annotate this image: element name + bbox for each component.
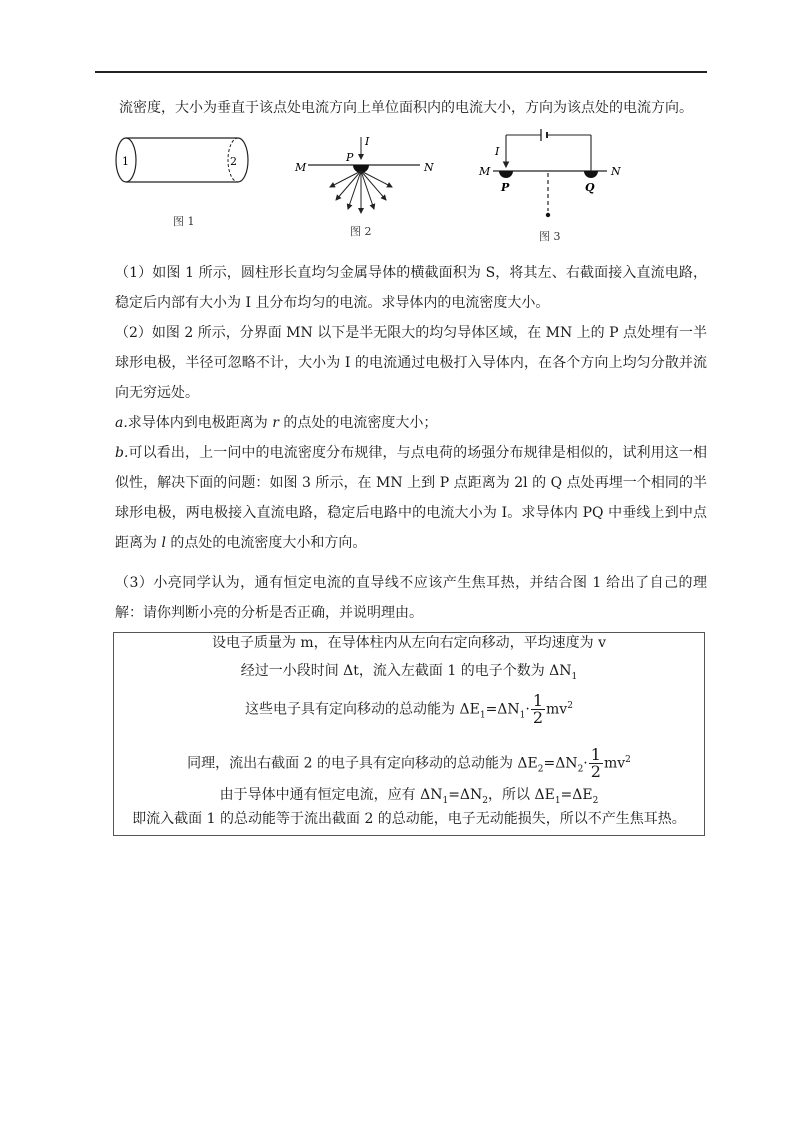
line4-text-b: =ΔN (543, 755, 578, 772)
fig3-label-P: P (501, 181, 510, 194)
line5-text-b: =ΔN (448, 787, 483, 803)
q2b-var: l (161, 535, 166, 551)
line3-sup: 2 (567, 700, 573, 711)
figure-1 (110, 125, 250, 229)
fig3-label-I: I (495, 145, 500, 158)
analysis-line-5 (114, 785, 704, 811)
line3-dot: · (525, 701, 530, 718)
line3-text-c: mv (546, 701, 568, 718)
question-2a (115, 408, 707, 438)
line5-sub2: 2 (482, 795, 489, 806)
intro-text: 流密度，大小为垂直于该点处电流方向上单位面积内的电流大小，方向为该点处的电流方向。 (119, 100, 693, 116)
line3-sub2: 1 (519, 710, 526, 721)
question-1: （1）如图 1 所示，圆柱形长直均匀金属导体的横截面积为 S，将其左、右截面接入直流电路，稳定后内部有大小为 I 且分布均匀的电流。求导体内的电流密度大小。 (115, 265, 707, 311)
line3-text-a: 这些电子具有定向移动的总动能为 ΔE (245, 701, 480, 718)
line5-sub1: 1 (442, 795, 449, 806)
analysis-line-4 (114, 747, 704, 780)
question-3: （3）小亮同学认为，通有恒定电流的直导线不应该产生焦耳热，并结合图 1 给出了自己的理解：请你判断小亮的分析是否正确，并说明理由。 (115, 575, 707, 621)
q2a-prefix: a. (115, 415, 128, 431)
line5-text-a: 由于导体中通有恒定电流，应有 ΔN (219, 787, 443, 803)
line4-sub1: 2 (537, 764, 544, 775)
circuit-diagram (475, 125, 625, 230)
line2-sub: 1 (571, 671, 578, 682)
fig1-label-right: 2 (230, 155, 237, 168)
fig2-label-N: N (424, 161, 434, 174)
fig1-label-left: 1 (122, 155, 129, 168)
fig3-caption: 图 3 (539, 230, 561, 243)
top-rule (95, 71, 707, 73)
cylinder-diagram (110, 125, 250, 225)
figure-3 (475, 125, 625, 243)
analysis-line-2 (114, 661, 704, 687)
line3-frac-den: 2 (532, 708, 544, 727)
line4-dot: · (583, 755, 588, 772)
fig2-label-I: I (365, 135, 370, 148)
line4-text-c: mv (603, 755, 626, 772)
q2a-text2: 的点处的电流密度大小； (278, 415, 438, 431)
line5-text-d: =ΔE (560, 787, 593, 803)
figure-2 (290, 125, 440, 238)
fig2-label-M: M (295, 161, 307, 174)
electrode-diagram (290, 125, 440, 225)
question-2b (115, 438, 707, 558)
fig3-label-Q: Q (585, 181, 595, 194)
fig2-caption: 图 2 (350, 225, 372, 238)
line4-fraction (589, 747, 603, 780)
line3-frac-num: 1 (532, 691, 544, 710)
line4-text-a: 同理，流出右截面 2 的电子具有定向移动的总动能为 ΔE (187, 755, 538, 772)
analysis-line-1: 设电子质量为 m，在导体柱内从左向右定向移动，平均速度为 v (211, 635, 607, 651)
line5-text-c: ，所以 ΔE (488, 787, 555, 803)
fig3-label-N: N (611, 165, 621, 178)
fig1-caption: 图 1 (173, 215, 195, 228)
figures-row (95, 125, 707, 250)
student-analysis-box (113, 632, 705, 836)
fig3-label-M: M (479, 165, 491, 178)
line4-sub2: 2 (577, 764, 584, 775)
line4-sup: 2 (625, 754, 631, 765)
q2b-text2: 的点处的电流密度大小和方向。 (165, 535, 367, 551)
line5-sub3: 1 (554, 795, 561, 806)
q2b-prefix: b. (115, 445, 129, 461)
analysis-line-3 (114, 693, 704, 726)
line5-sub4: 2 (592, 795, 599, 806)
line2-text: 经过一小段时间 Δt，流入左截面 1 的电子个数为 ΔN (240, 663, 572, 679)
question-2: （2）如图 2 所示，分界面 MN 以下是半无限大的均匀导体区域，在 MN 上的 P 点处埋有一半球形电极，半径可忽略不计，大小为 I 的电流通过电极打入导体内，在各个方向上均匀分散并流向无穷远处。 (115, 325, 708, 401)
analysis-line-6: 即流入截面 1 的总动能等于流出截面 2 的总动能，电子无动能损失，所以不产生焦耳热。 (132, 811, 686, 827)
line3-text-b: =ΔN (485, 701, 520, 718)
line4-frac-den: 2 (590, 762, 601, 781)
q2a-text1: 求导体内到电极距离为 (127, 415, 273, 431)
q2a-var: r (272, 415, 279, 431)
q2b-text1: 可以看出，上一问中的电流密度分布规律，与点电荷的场强分布规律是相似的，试利用这一相似性，解决下面的问题：如图 3 所示，在 MN 上到 P 点距离为 2l 的 Q 点处再埋一个相同的半球形电极，两电极接入直流电路，稳定后电路中的电流大小为 I。求导体内 PQ 中垂线上到中点距离为 (115, 445, 707, 551)
line3-fraction (531, 693, 545, 726)
line3-sub1: 1 (479, 710, 486, 721)
line4-frac-num: 1 (590, 745, 601, 764)
fig2-label-P: P (346, 151, 354, 164)
